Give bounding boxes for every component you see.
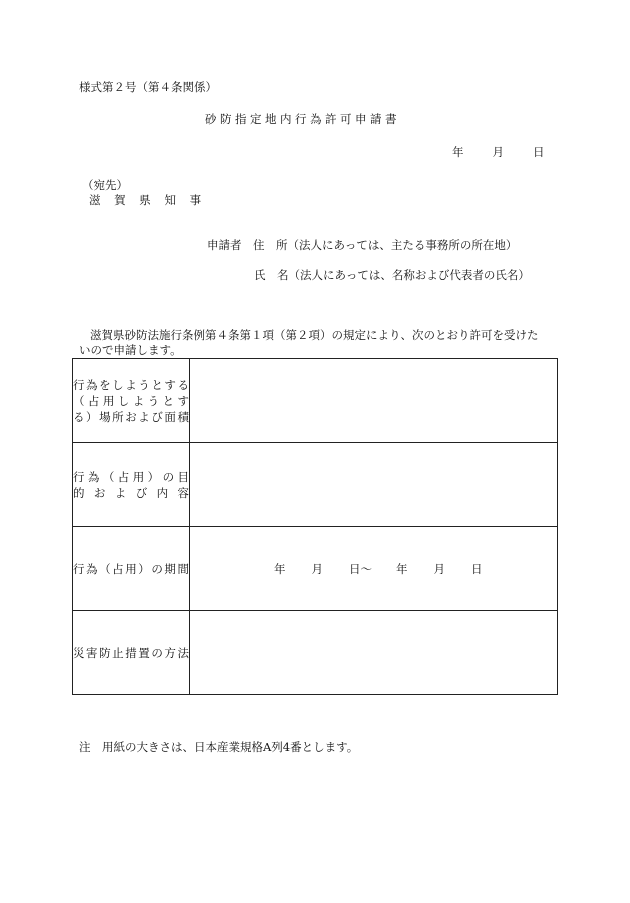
location-label-line2: （占用しようとす [73,393,189,408]
period-label [73,527,190,611]
addressee-name: 滋 賀 県 知 事 [89,193,207,207]
purpose-content-label [73,443,190,527]
application-date [452,145,545,160]
purpose-label-line2: 的 お よ び 内 容 [73,485,189,500]
application-statement [79,328,549,358]
table-row [73,443,558,527]
period-from-year: 年 [274,561,286,576]
period-from-month: 月 [311,561,323,576]
table-row [73,611,558,695]
addressee-prefix: （宛先） [82,178,128,192]
applicant-address-line: 申請者 住 所（法人にあっては、主たる事務所の所在地） [207,238,518,252]
paper-size-note: 注 用紙の大きさは、日本産業規格A列4番とします。 [79,740,359,754]
period-from-day: 日～ [349,561,372,576]
period-range [190,561,557,577]
disaster-prevention-label-text: 災害防止措置の方法 [73,645,189,660]
table-row [73,527,558,611]
period-label-text: 行為（占用）の期間 [73,561,189,576]
form-number: 様式第２号（第４条関係） [79,80,217,94]
period-field[interactable] [190,527,558,611]
application-form-table [72,358,558,695]
disaster-prevention-field[interactable] [190,611,558,695]
date-day-label: 日 [533,145,545,159]
period-to-year: 年 [396,561,408,576]
location-area-field[interactable] [190,359,558,443]
period-to-month: 月 [433,561,445,576]
location-area-label [73,359,190,443]
document-title: 砂防指定地内行為許可申請書 [205,112,400,126]
disaster-prevention-label [73,611,190,695]
purpose-content-field[interactable] [190,443,558,527]
location-label-line1: 行為をしようとする [73,377,189,392]
location-label-line3: る）場所および面積 [73,409,189,424]
date-month-label: 月 [492,145,504,159]
period-to-day: 日 [471,561,483,576]
applicant-name-line: 氏 名（法人にあっては、名称および代表者の氏名） [254,268,530,282]
table-row [73,359,558,443]
date-year-label: 年 [452,145,464,159]
application-statement-text: 滋賀県砂防法施行条例第４条第１項（第２項）の規定により、次のとおり許可を受けたいので申請します。 [79,328,539,357]
purpose-label-line1: 行為（占用）の目 [73,469,189,484]
